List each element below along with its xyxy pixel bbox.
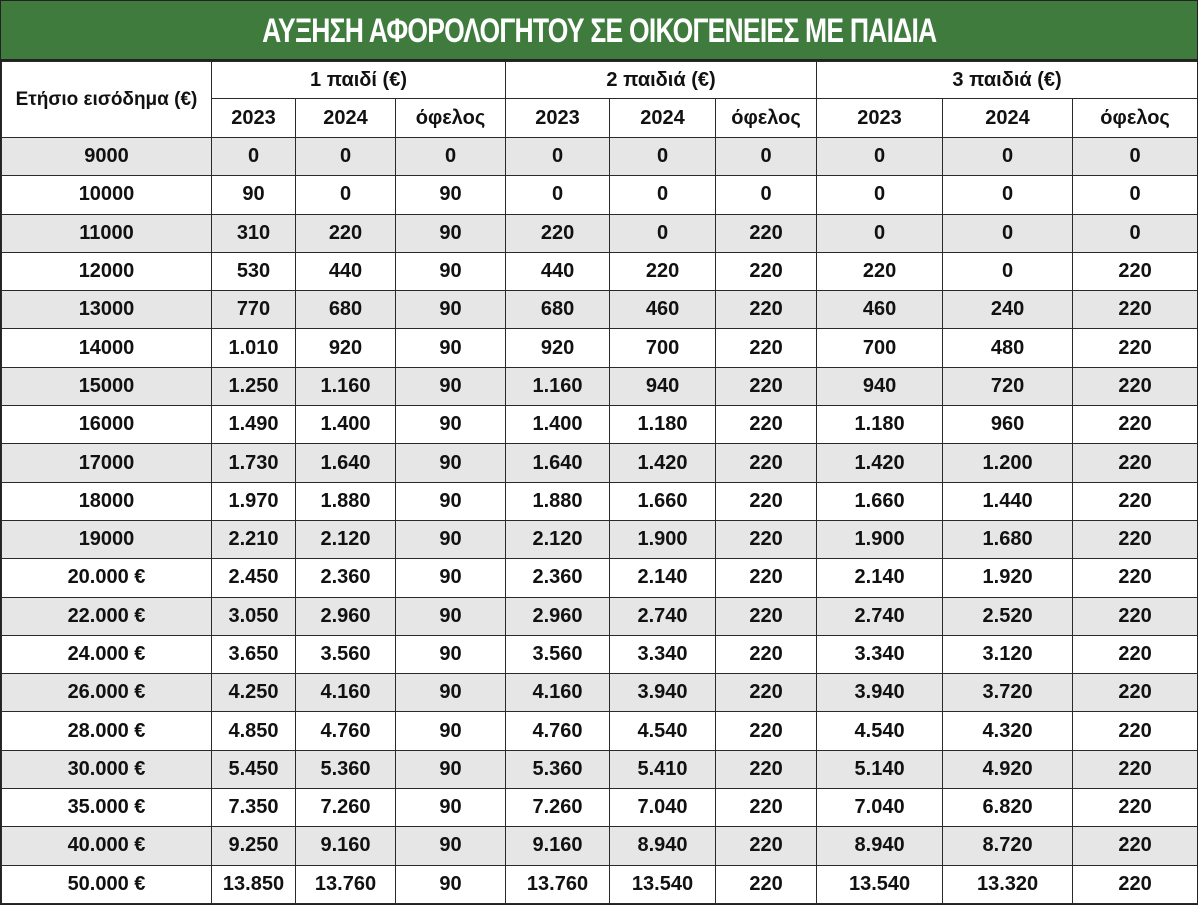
two-children-2023-cell: 680 (506, 291, 610, 329)
three-children-2024-cell: 960 (943, 406, 1073, 444)
one-child-benefit-cell: 90 (396, 827, 506, 865)
one-child-2023-cell: 9.250 (212, 827, 296, 865)
one-child-2024-cell: 5.360 (296, 750, 396, 788)
two-children-2024-cell: 1.180 (610, 406, 716, 444)
one-child-benefit-cell: 0 (396, 138, 506, 176)
one-child-2024-cell: 0 (296, 138, 396, 176)
one-child-2023-cell: 0 (212, 138, 296, 176)
two-children-2023-cell: 1.640 (506, 444, 610, 482)
two-children-2024-cell: 3.340 (610, 635, 716, 673)
one-child-2024-cell: 1.640 (296, 444, 396, 482)
two-children-2023-cell: 0 (506, 138, 610, 176)
table-title-text: ΑΥΞΗΣΗ ΑΦΟΡΟΛΟΓΗΤΟΥ ΣΕ ΟΙΚΟΓΕΝΕΙΕΣ ΜΕ ΠΑΙΔΙΑ (261, 12, 937, 50)
subheader-2024: 2024 (296, 99, 396, 138)
one-child-2024-cell: 3.560 (296, 635, 396, 673)
three-children-benefit-cell: 220 (1073, 329, 1198, 367)
table-title (1, 1, 1197, 61)
one-child-2023-cell: 1.250 (212, 367, 296, 405)
tax-free-allowance-table (1, 61, 1198, 904)
three-children-benefit-cell: 0 (1073, 138, 1198, 176)
two-children-benefit-cell: 0 (716, 138, 817, 176)
table-body (2, 138, 1198, 904)
two-children-2023-cell: 13.760 (506, 865, 610, 903)
three-children-benefit-cell: 220 (1073, 520, 1198, 558)
three-children-benefit-cell: 220 (1073, 750, 1198, 788)
two-children-2024-cell: 2.140 (610, 559, 716, 597)
two-children-benefit-cell: 220 (716, 789, 817, 827)
one-child-benefit-cell: 90 (396, 214, 506, 252)
one-child-2023-cell: 1.010 (212, 329, 296, 367)
two-children-2023-cell: 7.260 (506, 789, 610, 827)
three-children-benefit-cell: 220 (1073, 597, 1198, 635)
two-children-2024-cell: 1.420 (610, 444, 716, 482)
two-children-benefit-cell: 220 (716, 252, 817, 290)
one-child-2023-cell: 2.450 (212, 559, 296, 597)
two-children-2024-cell: 13.540 (610, 865, 716, 903)
one-child-2023-cell: 5.450 (212, 750, 296, 788)
table-row (2, 559, 1198, 597)
income-cell: 40.000 € (2, 827, 212, 865)
table-row (2, 789, 1198, 827)
two-children-2024-cell: 1.900 (610, 520, 716, 558)
two-children-2023-cell: 1.400 (506, 406, 610, 444)
one-child-2023-cell: 1.970 (212, 482, 296, 520)
one-child-2024-cell: 2.120 (296, 520, 396, 558)
subheader-2023: 2023 (212, 99, 296, 138)
subheader-benefit: όφελος (716, 99, 817, 138)
one-child-2023-cell: 4.250 (212, 674, 296, 712)
two-children-2024-cell: 700 (610, 329, 716, 367)
one-child-2024-cell: 1.400 (296, 406, 396, 444)
one-child-benefit-cell: 90 (396, 750, 506, 788)
three-children-2024-cell: 240 (943, 291, 1073, 329)
three-children-2024-cell: 720 (943, 367, 1073, 405)
three-children-2023-cell: 220 (817, 252, 943, 290)
subheader-benefit: όφελος (396, 99, 506, 138)
income-cell: 30.000 € (2, 750, 212, 788)
one-child-2023-cell: 530 (212, 252, 296, 290)
subheader-2023: 2023 (506, 99, 610, 138)
three-children-2024-cell: 0 (943, 214, 1073, 252)
two-children-benefit-cell: 220 (716, 559, 817, 597)
income-cell: 20.000 € (2, 559, 212, 597)
three-children-benefit-cell: 220 (1073, 291, 1198, 329)
table-row (2, 827, 1198, 865)
three-children-2023-cell: 700 (817, 329, 943, 367)
income-cell: 26.000 € (2, 674, 212, 712)
two-children-2024-cell: 940 (610, 367, 716, 405)
table-row (2, 750, 1198, 788)
two-children-2024-cell: 2.740 (610, 597, 716, 635)
three-children-2023-cell: 3.340 (817, 635, 943, 673)
two-children-benefit-cell: 220 (716, 520, 817, 558)
income-header: Ετήσιο εισόδημα (€) (2, 62, 212, 138)
three-children-2023-cell: 0 (817, 214, 943, 252)
two-children-benefit-cell: 220 (716, 444, 817, 482)
two-children-benefit-cell: 220 (716, 406, 817, 444)
two-children-2023-cell: 2.360 (506, 559, 610, 597)
three-children-benefit-cell: 220 (1073, 482, 1198, 520)
one-child-2024-cell: 1.880 (296, 482, 396, 520)
two-children-2023-cell: 220 (506, 214, 610, 252)
three-children-2024-cell: 1.440 (943, 482, 1073, 520)
two-children-2023-cell: 3.560 (506, 635, 610, 673)
three-children-2023-cell: 940 (817, 367, 943, 405)
table-row (2, 291, 1198, 329)
two-children-benefit-cell: 220 (716, 827, 817, 865)
one-child-benefit-cell: 90 (396, 367, 506, 405)
table-row (2, 138, 1198, 176)
three-children-benefit-cell: 0 (1073, 214, 1198, 252)
one-child-2023-cell: 1.490 (212, 406, 296, 444)
two-children-benefit-cell: 220 (716, 674, 817, 712)
two-children-benefit-cell: 220 (716, 291, 817, 329)
two-children-benefit-cell: 220 (716, 367, 817, 405)
two-children-benefit-cell: 0 (716, 176, 817, 214)
three-children-2024-cell: 6.820 (943, 789, 1073, 827)
three-children-benefit-cell: 220 (1073, 712, 1198, 750)
table-row (2, 367, 1198, 405)
three-children-benefit-cell: 220 (1073, 635, 1198, 673)
two-children-2024-cell: 5.410 (610, 750, 716, 788)
one-child-2024-cell: 2.960 (296, 597, 396, 635)
income-cell: 11000 (2, 214, 212, 252)
one-child-2023-cell: 90 (212, 176, 296, 214)
two-children-2023-cell: 2.960 (506, 597, 610, 635)
group-header-1-child: 1 παιδί (€) (212, 62, 506, 99)
three-children-benefit-cell: 220 (1073, 406, 1198, 444)
three-children-benefit-cell: 220 (1073, 559, 1198, 597)
three-children-2023-cell: 4.540 (817, 712, 943, 750)
income-cell: 24.000 € (2, 635, 212, 673)
income-cell: 14000 (2, 329, 212, 367)
subheader-benefit: όφελος (1073, 99, 1198, 138)
three-children-2023-cell: 13.540 (817, 865, 943, 903)
two-children-2024-cell: 3.940 (610, 674, 716, 712)
one-child-benefit-cell: 90 (396, 291, 506, 329)
income-cell: 15000 (2, 367, 212, 405)
table-row (2, 674, 1198, 712)
two-children-2023-cell: 4.160 (506, 674, 610, 712)
one-child-2024-cell: 2.360 (296, 559, 396, 597)
one-child-2023-cell: 2.210 (212, 520, 296, 558)
one-child-benefit-cell: 90 (396, 635, 506, 673)
one-child-benefit-cell: 90 (396, 482, 506, 520)
two-children-2024-cell: 7.040 (610, 789, 716, 827)
two-children-benefit-cell: 220 (716, 214, 817, 252)
three-children-2024-cell: 8.720 (943, 827, 1073, 865)
one-child-2024-cell: 220 (296, 214, 396, 252)
one-child-benefit-cell: 90 (396, 176, 506, 214)
two-children-2023-cell: 9.160 (506, 827, 610, 865)
one-child-2024-cell: 9.160 (296, 827, 396, 865)
two-children-2024-cell: 4.540 (610, 712, 716, 750)
subheader-2024: 2024 (610, 99, 716, 138)
one-child-2024-cell: 440 (296, 252, 396, 290)
three-children-2023-cell: 1.420 (817, 444, 943, 482)
two-children-2024-cell: 0 (610, 138, 716, 176)
table-row (2, 865, 1198, 903)
one-child-benefit-cell: 90 (396, 674, 506, 712)
table-row (2, 635, 1198, 673)
one-child-2024-cell: 680 (296, 291, 396, 329)
group-header-3-children: 3 παιδιά (€) (817, 62, 1198, 99)
three-children-2024-cell: 480 (943, 329, 1073, 367)
one-child-2024-cell: 4.760 (296, 712, 396, 750)
one-child-2023-cell: 7.350 (212, 789, 296, 827)
one-child-benefit-cell: 90 (396, 865, 506, 903)
three-children-benefit-cell: 220 (1073, 252, 1198, 290)
one-child-2023-cell: 310 (212, 214, 296, 252)
three-children-benefit-cell: 220 (1073, 367, 1198, 405)
income-cell: 50.000 € (2, 865, 212, 903)
two-children-2024-cell: 220 (610, 252, 716, 290)
two-children-benefit-cell: 220 (716, 635, 817, 673)
two-children-2023-cell: 440 (506, 252, 610, 290)
two-children-2023-cell: 1.880 (506, 482, 610, 520)
one-child-benefit-cell: 90 (396, 520, 506, 558)
two-children-2024-cell: 8.940 (610, 827, 716, 865)
three-children-2024-cell: 1.200 (943, 444, 1073, 482)
income-cell: 9000 (2, 138, 212, 176)
two-children-2023-cell: 4.760 (506, 712, 610, 750)
one-child-2024-cell: 4.160 (296, 674, 396, 712)
three-children-benefit-cell: 220 (1073, 789, 1198, 827)
one-child-benefit-cell: 90 (396, 329, 506, 367)
three-children-2023-cell: 0 (817, 176, 943, 214)
one-child-benefit-cell: 90 (396, 559, 506, 597)
one-child-2024-cell: 1.160 (296, 367, 396, 405)
table-row (2, 214, 1198, 252)
two-children-benefit-cell: 220 (716, 482, 817, 520)
one-child-2024-cell: 0 (296, 176, 396, 214)
income-cell: 17000 (2, 444, 212, 482)
three-children-benefit-cell: 220 (1073, 674, 1198, 712)
table-row (2, 712, 1198, 750)
income-cell: 19000 (2, 520, 212, 558)
three-children-2023-cell: 1.900 (817, 520, 943, 558)
one-child-benefit-cell: 90 (396, 444, 506, 482)
three-children-2023-cell: 3.940 (817, 674, 943, 712)
table-row (2, 176, 1198, 214)
three-children-benefit-cell: 220 (1073, 827, 1198, 865)
one-child-2023-cell: 3.050 (212, 597, 296, 635)
table-row (2, 597, 1198, 635)
two-children-benefit-cell: 220 (716, 712, 817, 750)
income-cell: 12000 (2, 252, 212, 290)
subheader-2024: 2024 (943, 99, 1073, 138)
income-cell: 13000 (2, 291, 212, 329)
three-children-2024-cell: 0 (943, 252, 1073, 290)
two-children-benefit-cell: 220 (716, 329, 817, 367)
one-child-2024-cell: 7.260 (296, 789, 396, 827)
one-child-2024-cell: 13.760 (296, 865, 396, 903)
table-row (2, 329, 1198, 367)
one-child-benefit-cell: 90 (396, 252, 506, 290)
one-child-2023-cell: 1.730 (212, 444, 296, 482)
three-children-2024-cell: 4.320 (943, 712, 1073, 750)
table-row (2, 520, 1198, 558)
income-cell: 35.000 € (2, 789, 212, 827)
three-children-2024-cell: 3.120 (943, 635, 1073, 673)
two-children-2024-cell: 1.660 (610, 482, 716, 520)
three-children-2024-cell: 1.680 (943, 520, 1073, 558)
income-cell: 10000 (2, 176, 212, 214)
group-header-2-children: 2 παιδιά (€) (506, 62, 817, 99)
three-children-2024-cell: 13.320 (943, 865, 1073, 903)
three-children-2023-cell: 8.940 (817, 827, 943, 865)
two-children-2023-cell: 920 (506, 329, 610, 367)
two-children-benefit-cell: 220 (716, 597, 817, 635)
one-child-2024-cell: 920 (296, 329, 396, 367)
two-children-2023-cell: 5.360 (506, 750, 610, 788)
table-row (2, 406, 1198, 444)
three-children-2023-cell: 460 (817, 291, 943, 329)
income-cell: 18000 (2, 482, 212, 520)
three-children-benefit-cell: 220 (1073, 865, 1198, 903)
table-row (2, 482, 1198, 520)
three-children-2023-cell: 1.180 (817, 406, 943, 444)
one-child-benefit-cell: 90 (396, 789, 506, 827)
one-child-benefit-cell: 90 (396, 406, 506, 444)
two-children-2024-cell: 0 (610, 176, 716, 214)
three-children-benefit-cell: 0 (1073, 176, 1198, 214)
table-row (2, 444, 1198, 482)
two-children-2024-cell: 0 (610, 214, 716, 252)
three-children-2023-cell: 1.660 (817, 482, 943, 520)
one-child-2023-cell: 770 (212, 291, 296, 329)
two-children-benefit-cell: 220 (716, 865, 817, 903)
subheader-2023: 2023 (817, 99, 943, 138)
two-children-2023-cell: 2.120 (506, 520, 610, 558)
three-children-2023-cell: 2.140 (817, 559, 943, 597)
three-children-2023-cell: 0 (817, 138, 943, 176)
one-child-2023-cell: 4.850 (212, 712, 296, 750)
three-children-2024-cell: 0 (943, 138, 1073, 176)
income-cell: 16000 (2, 406, 212, 444)
two-children-2023-cell: 0 (506, 176, 610, 214)
one-child-benefit-cell: 90 (396, 597, 506, 635)
income-cell: 28.000 € (2, 712, 212, 750)
two-children-2023-cell: 1.160 (506, 367, 610, 405)
three-children-2023-cell: 2.740 (817, 597, 943, 635)
three-children-2024-cell: 3.720 (943, 674, 1073, 712)
three-children-2023-cell: 7.040 (817, 789, 943, 827)
one-child-2023-cell: 3.650 (212, 635, 296, 673)
three-children-2024-cell: 2.520 (943, 597, 1073, 635)
three-children-2024-cell: 0 (943, 176, 1073, 214)
income-cell: 22.000 € (2, 597, 212, 635)
one-child-benefit-cell: 90 (396, 712, 506, 750)
table-row (2, 252, 1198, 290)
one-child-2023-cell: 13.850 (212, 865, 296, 903)
three-children-2024-cell: 1.920 (943, 559, 1073, 597)
three-children-benefit-cell: 220 (1073, 444, 1198, 482)
three-children-2023-cell: 5.140 (817, 750, 943, 788)
two-children-2024-cell: 460 (610, 291, 716, 329)
two-children-benefit-cell: 220 (716, 750, 817, 788)
three-children-2024-cell: 4.920 (943, 750, 1073, 788)
